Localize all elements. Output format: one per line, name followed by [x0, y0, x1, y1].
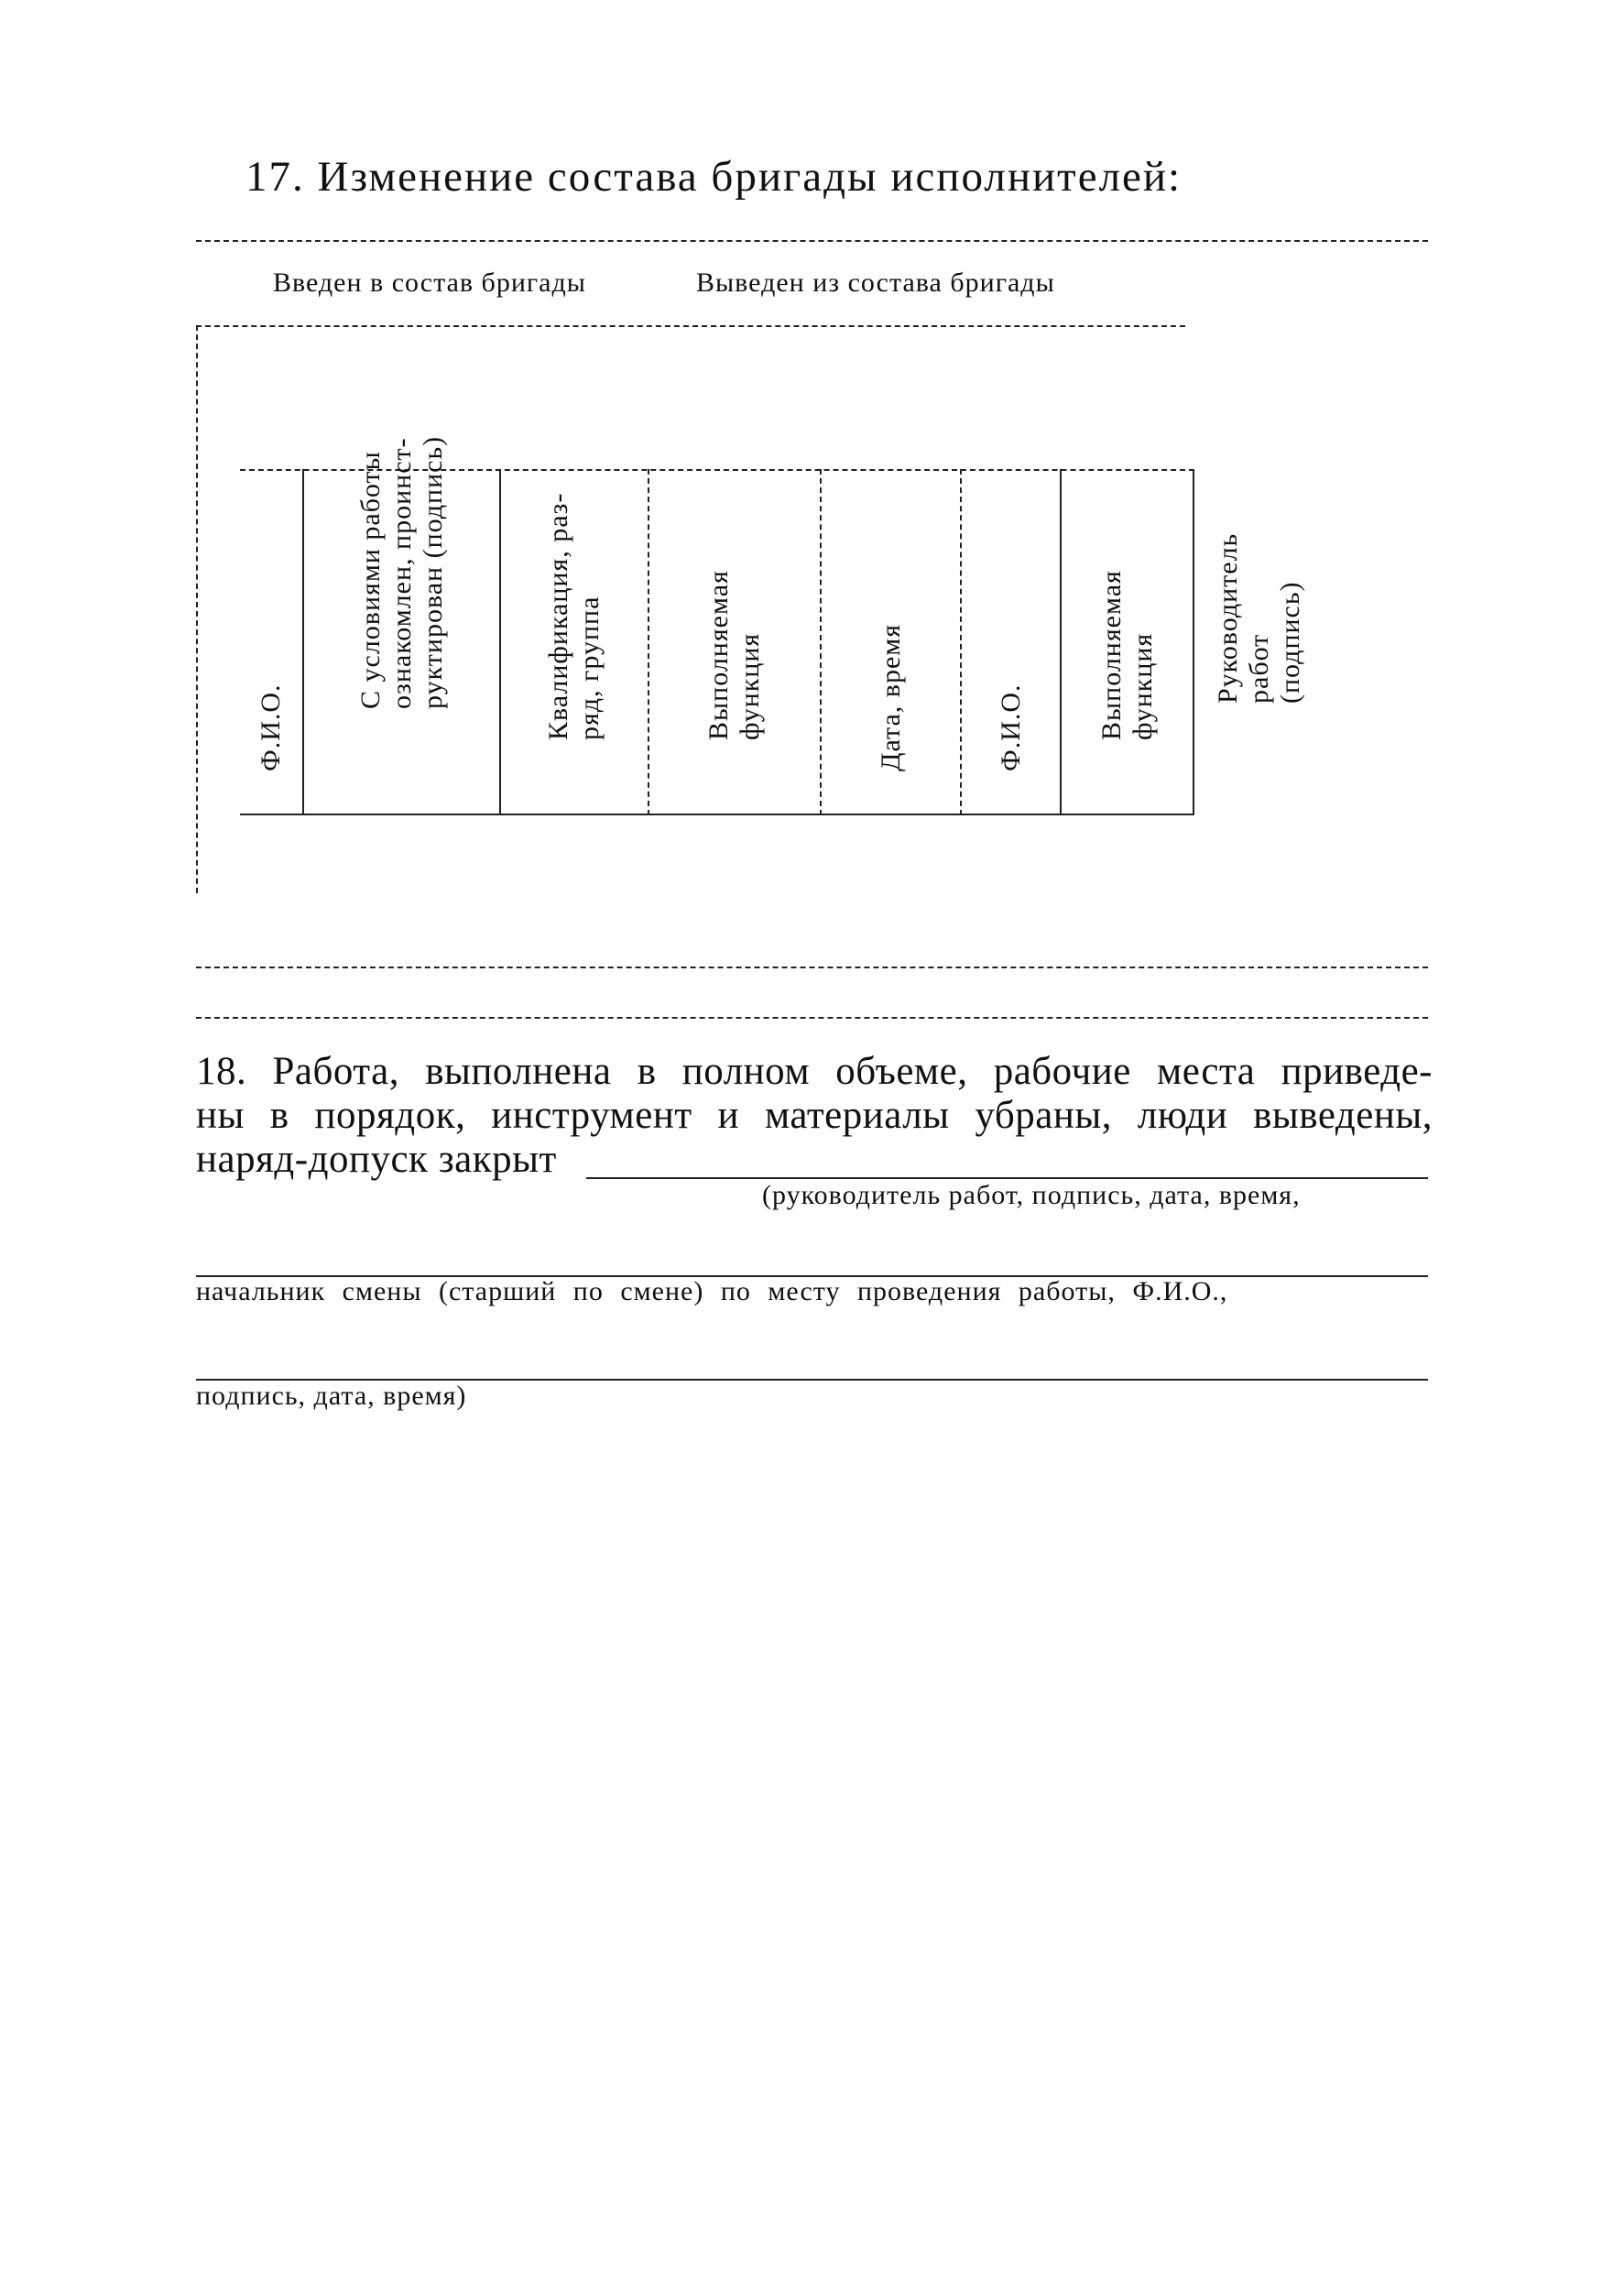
closure-signature-line — [586, 1177, 1428, 1179]
column-supervisor-signature — [1194, 472, 1323, 815]
column-header-line: Квалификация, раз- — [543, 492, 573, 740]
column-header-line: Выполняемая — [1095, 570, 1127, 740]
group-removed-label: Выведен из состава бригады — [696, 268, 1055, 298]
entry-line — [196, 1017, 1428, 1019]
column-date-time — [822, 472, 960, 815]
section-18-text — [196, 1050, 1433, 1182]
entry-line — [196, 967, 1428, 968]
section-17-title: 17. Изменение состава бригады исполнителей: — [245, 153, 1183, 201]
column-header-line: работ — [1244, 633, 1274, 704]
column-briefing-signature — [304, 435, 499, 815]
column-function-removed — [1062, 472, 1193, 815]
bracket-left-rule — [196, 325, 198, 893]
column-qualification — [501, 472, 648, 815]
column-fio-added — [240, 472, 302, 815]
column-fio-removed — [962, 472, 1060, 815]
final-signature-caption: подпись, дата, время) — [196, 1381, 467, 1411]
shift-supervisor-caption: начальник смены (старший по смене) по месту проведения работы, Ф.И.О., — [196, 1276, 1228, 1306]
column-header-line: функция — [1127, 632, 1158, 740]
column-header-line: Ф.И.О. — [256, 683, 286, 771]
column-header-line: ознакомлен, проинст- — [386, 437, 417, 709]
closure-signature-caption: (руководитель работ, подпись, дата, время, — [762, 1180, 1301, 1210]
bracket-top-rule — [196, 325, 1185, 327]
column-header-line: Руководитель — [1213, 532, 1243, 704]
column-header-line: Дата, время — [875, 623, 906, 771]
top-rule — [196, 240, 1428, 242]
column-header-line: ряд, группа — [574, 595, 605, 740]
column-header-line: функция — [735, 632, 765, 740]
group-added-label: Введен в состав бригады — [273, 268, 586, 298]
section-18-line: наряд-допуск закрыт — [196, 1138, 557, 1181]
section-18-line: ны в порядок, инструмент и материалы убраны, люди выведены, — [196, 1094, 1433, 1137]
column-function-added — [649, 472, 820, 815]
section-18-line: 18. Работа, выполнена в полном объеме, рабочие места приведе- — [196, 1050, 1433, 1093]
column-header-line: Ф.И.О. — [995, 683, 1026, 771]
column-header-line: Выполняемая — [703, 570, 734, 740]
column-header-line: (подпись) — [1275, 581, 1305, 704]
column-header-line: С условиями работы — [354, 451, 386, 709]
column-header-line: руктирован (подпись) — [417, 435, 448, 709]
